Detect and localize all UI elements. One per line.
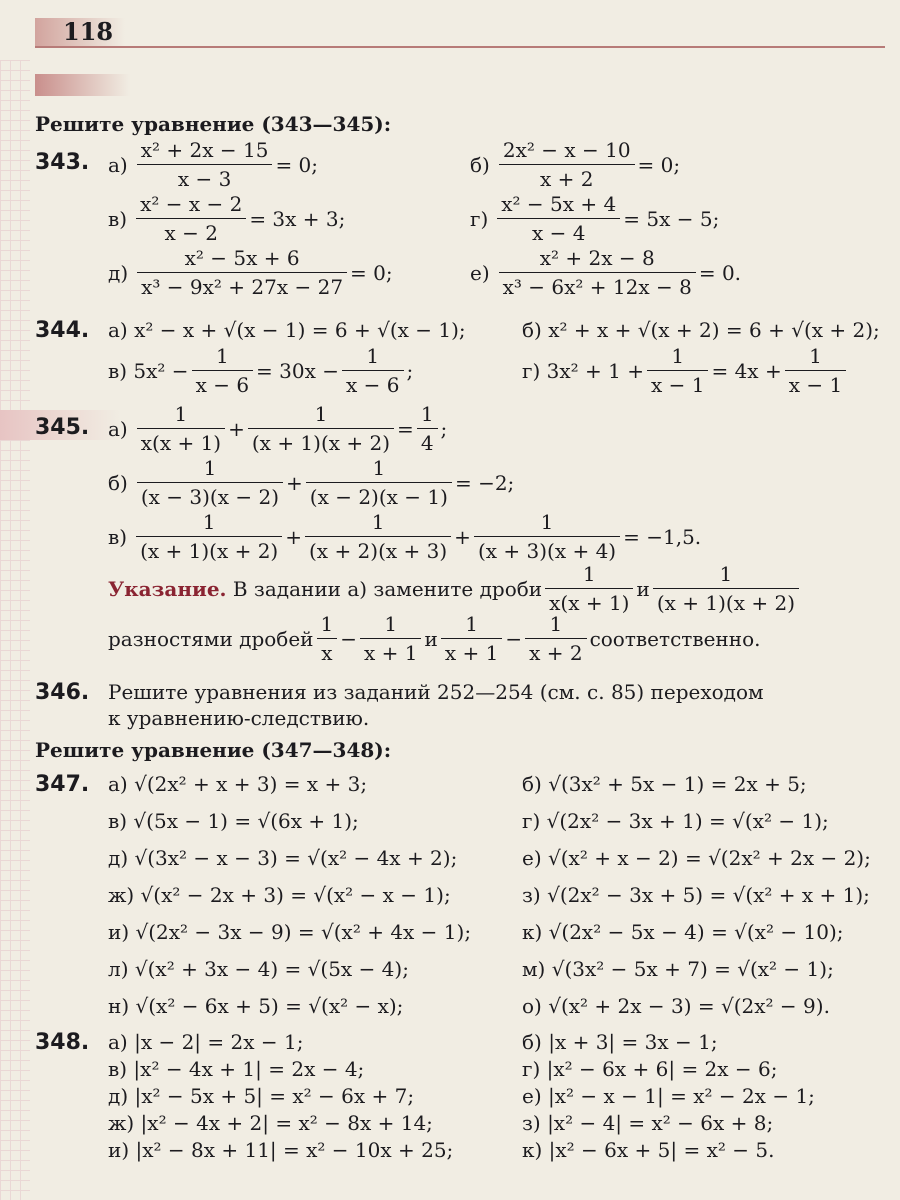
rhs: = 3x + 3;	[249, 206, 346, 231]
section-band	[35, 74, 130, 96]
denominator: x − 6	[195, 373, 250, 397]
p347-item: к) √(2x² − 5x − 4) = √(x² − 10);	[522, 920, 844, 944]
p347-item: о) √(x² + 2x − 3) = √(2x² − 9).	[522, 994, 830, 1018]
p347-item: б) √(3x² + 5x − 1) = 2x + 5;	[522, 772, 807, 796]
p347-item: м) √(3x² − 5x + 7) = √(x² − 1);	[522, 957, 834, 981]
denominator: x − 3	[177, 167, 232, 191]
problem-345v	[108, 510, 701, 563]
denominator: x + 1	[444, 641, 499, 665]
fraction	[137, 456, 283, 509]
numerator: 1	[192, 344, 253, 371]
problem-344b: б) x² + x + √(x + 2) = 6 + √(x + 2);	[522, 318, 880, 342]
problem-345-number: 345.	[35, 415, 90, 440]
problem-343-number: 343.	[35, 150, 90, 175]
rhs: = −1,5.	[623, 524, 702, 549]
rhs: = 0.	[698, 260, 742, 285]
numerator: 1	[305, 510, 451, 537]
numerator: 1	[136, 510, 282, 537]
p348-item: к) |x² − 6x + 5| = x² − 5.	[522, 1138, 775, 1162]
numerator: 1	[545, 562, 633, 589]
numerator: 1	[317, 612, 338, 639]
numerator: 1	[785, 344, 846, 371]
numerator: 1	[441, 612, 502, 639]
fraction	[192, 344, 253, 397]
problem-344g	[522, 344, 849, 397]
problem-346-text-2: к уравнению-следствию.	[108, 706, 370, 730]
fraction	[137, 138, 273, 191]
fraction	[136, 192, 246, 245]
denominator: (x − 3)(x − 2)	[140, 485, 280, 509]
hint-line-1	[108, 562, 802, 615]
rhs: = 5x − 5;	[623, 206, 720, 231]
problem-343g	[470, 192, 719, 245]
numerator: x² + 2x − 8	[499, 246, 696, 273]
p347-item: а) √(2x² + x + 3) = x + 3;	[108, 772, 368, 796]
numerator: 1	[137, 456, 283, 483]
operator: +	[286, 470, 303, 495]
denominator: x(x + 1)	[549, 591, 630, 615]
problem-346-number: 346.	[35, 680, 90, 705]
hint-text: В задании а) замените дроби	[232, 576, 543, 601]
p348-item: е) |x² − x − 1| = x² − 2x − 1;	[522, 1084, 815, 1108]
page-header	[35, 18, 885, 50]
margin-grid	[0, 60, 30, 1200]
numerator: 1	[417, 402, 438, 429]
denominator: x − 1	[788, 373, 843, 397]
fraction	[342, 344, 403, 397]
numerator: 1	[360, 612, 421, 639]
fraction	[306, 456, 452, 509]
operator: +	[454, 524, 471, 549]
numerator: x² + 2x − 15	[137, 138, 273, 165]
p348-item: д) |x² − 5x + 5| = x² − 6x + 7;	[108, 1084, 415, 1108]
p347-item: и) √(2x² − 3x − 9) = √(x² + 4x − 1);	[108, 920, 472, 944]
p347-item: з) √(2x² − 3x + 5) = √(x² + x + 1);	[522, 883, 870, 907]
numerator: x² − 5x + 4	[497, 192, 620, 219]
p347-item: г) √(2x² − 3x + 1) = √(x² − 1);	[522, 809, 829, 833]
expr: = 4x +	[711, 358, 782, 383]
denominator: x	[321, 641, 333, 665]
hint-line-2: разностями дробей $\frac{1}{x}$ − $\frac{1}{x + 1}$ и $\frac{1}{x + 1}$ − $\frac{1}{x + 2}$ соответственно.	[108, 612, 761, 665]
p347-item: ж) √(x² − 2x + 3) = √(x² − x − 1);	[108, 883, 451, 907]
denominator: x + 2	[539, 167, 594, 191]
problem-343v	[108, 192, 345, 245]
denominator: (x + 2)(x + 3)	[309, 539, 448, 563]
rhs: = −2;	[454, 470, 515, 495]
p347-item: н) √(x² − 6x + 5) = √(x² − x);	[108, 994, 404, 1018]
rhs: = 0;	[275, 152, 319, 177]
fraction	[137, 246, 347, 299]
expr: = 30x −	[256, 358, 340, 383]
denominator: (x + 3)(x + 4)	[477, 539, 617, 563]
problem-344a: а) x² − x + √(x − 1) = 6 + √(x − 1);	[108, 318, 466, 342]
p347-item: в) √(5x − 1) = √(6x + 1);	[108, 809, 359, 833]
problem-344-number: 344.	[35, 318, 90, 343]
denominator: (x + 1)(x + 2)	[656, 591, 795, 615]
numerator: 1	[525, 612, 586, 639]
fraction	[497, 192, 620, 245]
numerator: 1	[137, 402, 225, 429]
numerator: 1	[248, 402, 394, 429]
fraction	[474, 510, 620, 563]
problem-344v	[108, 344, 413, 397]
hint-text: и	[424, 626, 438, 651]
fraction	[499, 246, 696, 299]
p347-item: д) √(3x² − x − 3) = √(x² − 4x + 2);	[108, 846, 458, 870]
problem-343a	[108, 138, 318, 191]
numerator: 2x² − x − 10	[499, 138, 635, 165]
fraction	[653, 562, 799, 615]
denominator: (x + 1)(x + 2)	[251, 431, 391, 455]
denominator: 4	[420, 431, 434, 455]
item-label: б)	[108, 470, 128, 495]
denominator: x − 6	[346, 373, 400, 397]
item-label: а)	[108, 416, 128, 441]
numerator: 1	[653, 562, 799, 589]
fraction	[441, 612, 502, 665]
p348-item: б) |x + 3| = 3x − 1;	[522, 1030, 718, 1054]
problem-343d	[108, 246, 393, 299]
p348-item: в) |x² − 4x + 1| = 2x − 4;	[108, 1057, 365, 1081]
operator: =	[397, 416, 414, 441]
expr: ;	[406, 358, 414, 383]
denominator: (x − 2)(x − 1)	[309, 485, 448, 509]
hint-text: и	[636, 576, 650, 601]
numerator: 1	[306, 456, 452, 483]
numerator: 1	[647, 344, 708, 371]
fraction	[305, 510, 451, 563]
fraction	[136, 510, 282, 563]
operator: +	[228, 416, 245, 441]
fraction	[417, 402, 438, 455]
expr: ;	[440, 416, 448, 441]
fraction	[785, 344, 846, 397]
p348-item: з) |x² − 4| = x² − 6x + 8;	[522, 1111, 774, 1135]
p348-item: и) |x² − 8x + 11| = x² − 10x + 25;	[108, 1138, 454, 1162]
denominator: (x + 1)(x + 2)	[140, 539, 279, 563]
denominator: x + 2	[529, 641, 583, 665]
item-label: а)	[108, 152, 128, 177]
fraction	[317, 612, 338, 665]
fraction	[360, 612, 421, 665]
instruction-343-345: Решите уравнение (343—345):	[35, 112, 392, 136]
instruction-347-348: Решите уравнение (347—348):	[35, 738, 392, 762]
problem-346-text-1: Решите уравнения из заданий 252—254 (см. с. 85) переходом	[108, 680, 764, 704]
denominator: x + 1	[364, 641, 418, 665]
p348-item: ж) |x² − 4x + 2| = x² − 8x + 14;	[108, 1111, 433, 1135]
denominator: x(x + 1)	[140, 431, 222, 455]
page-number: 118	[35, 18, 125, 46]
numerator: 1	[342, 344, 403, 371]
hint-title: Указание.	[108, 576, 227, 601]
problem-347-number: 347.	[35, 772, 90, 797]
item-label: е)	[470, 260, 490, 285]
item-label: в)	[108, 206, 128, 231]
fraction	[545, 562, 633, 615]
denominator: x − 4	[532, 221, 586, 245]
p347-item: е) √(x² + x − 2) = √(2x² + 2x − 2);	[522, 846, 871, 870]
operator: +	[285, 524, 302, 549]
item-label: д)	[108, 260, 129, 285]
problem-345b	[108, 456, 514, 509]
item-label: б)	[470, 152, 490, 177]
rhs: = 0;	[350, 260, 393, 285]
hint-text: разностями дробей	[108, 626, 314, 651]
numerator: x² − 5x + 6	[137, 246, 347, 273]
numerator: 1	[474, 510, 620, 537]
fraction	[499, 138, 635, 191]
denominator: x − 1	[650, 373, 705, 397]
problem-343b	[470, 138, 680, 191]
denominator: x³ − 6x² + 12x − 8	[502, 275, 692, 299]
header-rule	[35, 46, 885, 48]
denominator: x − 2	[164, 221, 218, 245]
hint-text: соответственно.	[589, 626, 761, 651]
problem-345a	[108, 402, 447, 455]
expr: г) 3x² + 1 +	[522, 358, 644, 383]
fraction	[248, 402, 394, 455]
p348-item: а) |x − 2| = 2x − 1;	[108, 1030, 304, 1054]
problem-343e	[470, 246, 741, 299]
rhs: = 0;	[637, 152, 681, 177]
fraction	[647, 344, 708, 397]
expr: в) 5x² −	[108, 358, 189, 383]
item-label: в)	[108, 524, 128, 549]
fraction	[137, 402, 225, 455]
denominator: x³ − 9x² + 27x − 27	[141, 275, 344, 299]
fraction	[525, 612, 586, 665]
p347-item: л) √(x² + 3x − 4) = √(5x − 4);	[108, 957, 409, 981]
problem-348-number: 348.	[35, 1030, 90, 1055]
numerator: x² − x − 2	[136, 192, 246, 219]
p348-item: г) |x² − 6x + 6| = 2x − 6;	[522, 1057, 778, 1081]
item-label: г)	[470, 206, 489, 231]
